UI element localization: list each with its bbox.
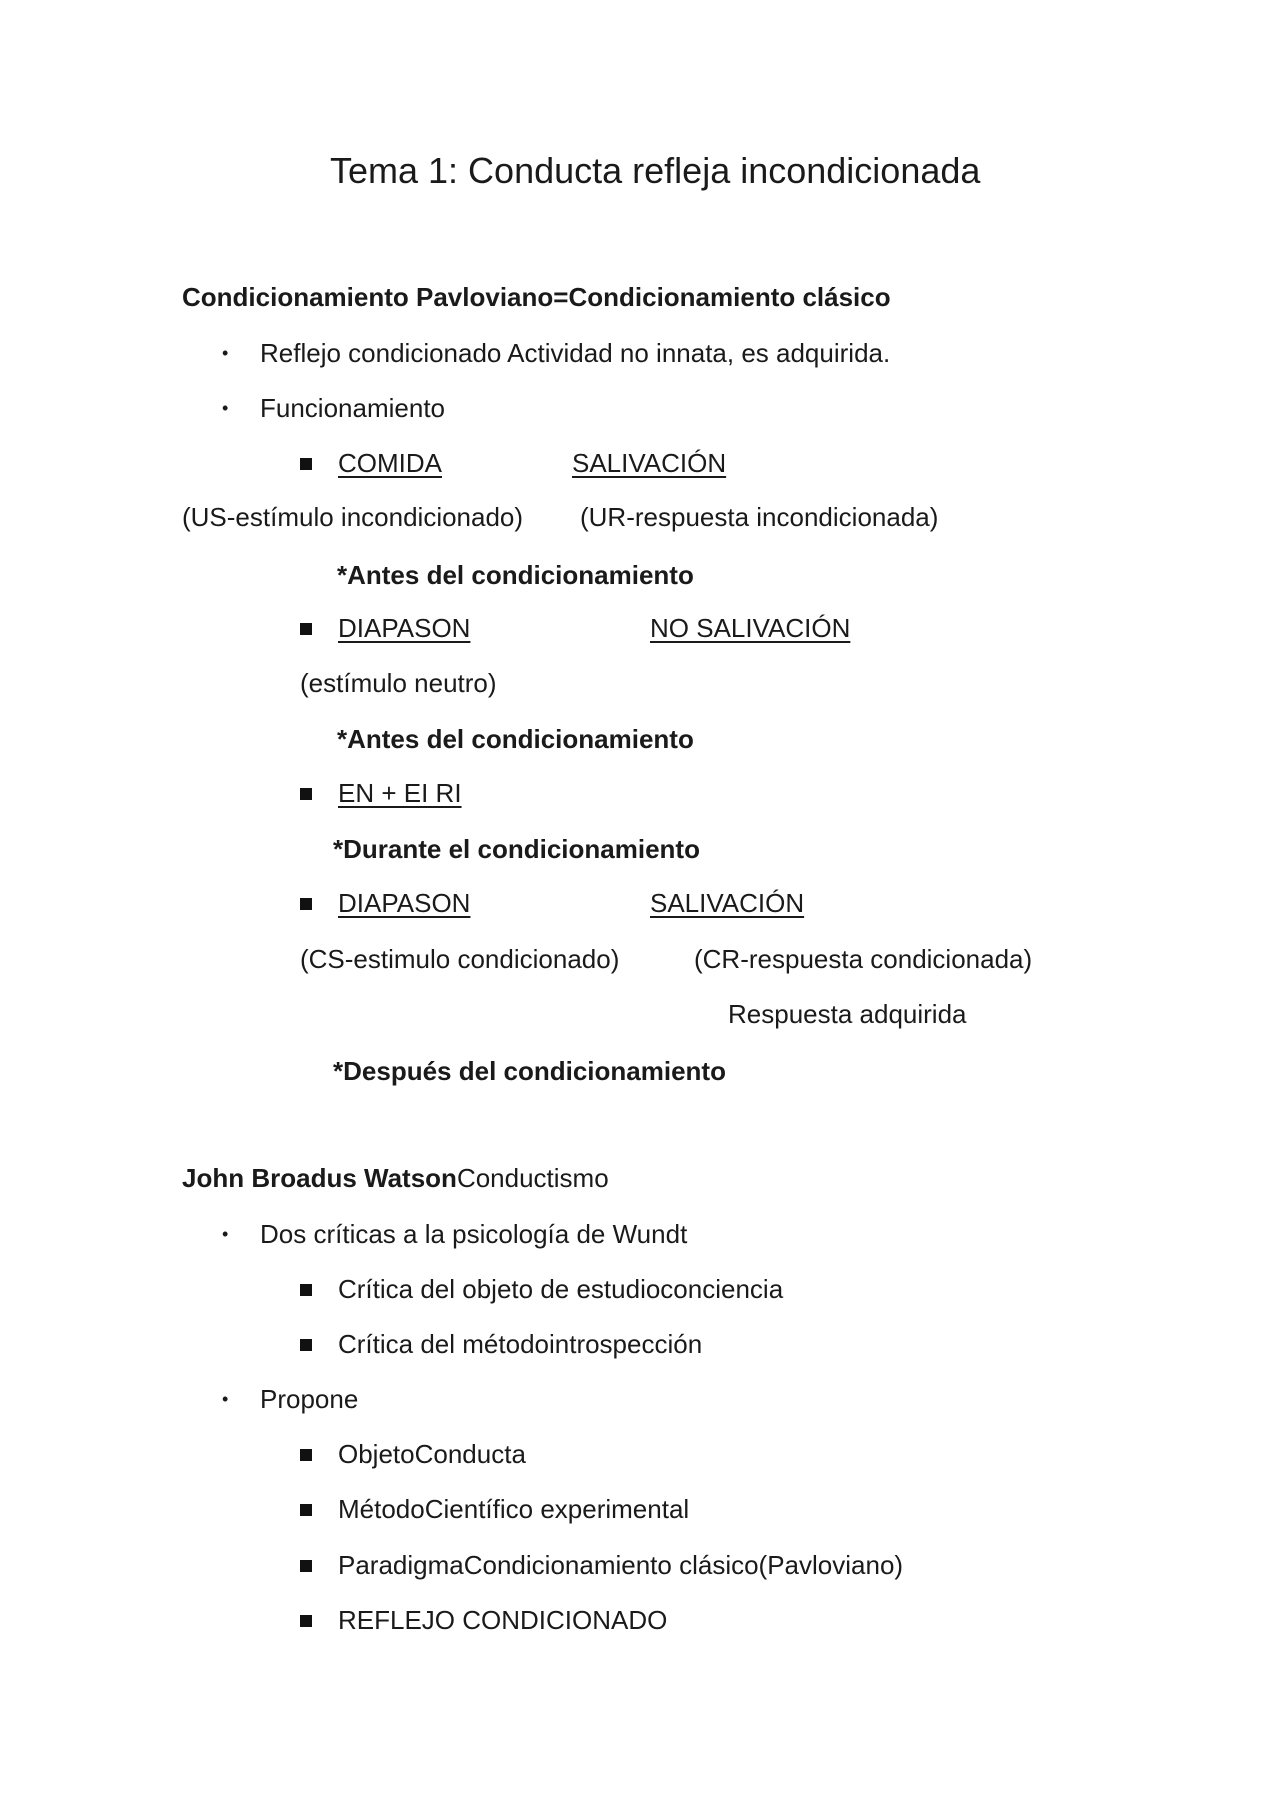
square-bullet-icon bbox=[300, 1339, 312, 1351]
propone-item: ParadigmaCondicionamiento clásico(Pavloviano) bbox=[338, 1550, 904, 1580]
bullet-propone: Propone bbox=[260, 1384, 359, 1414]
square-bullet-icon bbox=[300, 623, 312, 635]
propone-item: ObjetoConducta bbox=[338, 1439, 526, 1469]
step1-caption: *Antes del condicionamiento bbox=[337, 560, 694, 590]
bullet-criticas: Dos críticas a la psicología de Wundt bbox=[260, 1219, 688, 1249]
square-bullet-icon bbox=[300, 1449, 312, 1461]
section-heading-pavlov: Condicionamiento Pavloviano=Condicionamiento clásico bbox=[182, 282, 891, 312]
step2-stimulus-note: (estímulo neutro) bbox=[300, 668, 497, 698]
step3-caption: *Durante el condicionamiento bbox=[333, 834, 700, 864]
step3-pairing: EN + EI RI bbox=[338, 778, 462, 808]
square-bullet-icon bbox=[300, 1504, 312, 1516]
bullet-reflejo: Reflejo condicionado Actividad no innata, es adquirida. bbox=[260, 338, 891, 368]
section-heading-watson bbox=[182, 1163, 609, 1193]
page-title: Tema 1: Conducta refleja incondicionada bbox=[330, 150, 981, 191]
section-heading-watson-name: John Broadus Watson bbox=[182, 1163, 457, 1193]
step4-stimulus-note: (CS-estimulo condicionado) bbox=[300, 944, 620, 974]
step1-response-note: (UR-respuesta incondicionada) bbox=[580, 502, 939, 532]
step4-extra-note: Respuesta adquirida bbox=[728, 999, 967, 1029]
square-bullet-icon bbox=[300, 1560, 312, 1572]
bullet-dot-icon: • bbox=[222, 1224, 229, 1244]
square-bullet-icon bbox=[300, 788, 312, 800]
step1-response: SALIVACIÓN bbox=[572, 448, 727, 478]
bullet-dot-icon: • bbox=[222, 343, 229, 363]
step2-response: NO SALIVACIÓN bbox=[650, 613, 851, 643]
step1-stimulus-note: (US-estímulo incondicionado) bbox=[182, 502, 524, 532]
step4-response: SALIVACIÓN bbox=[650, 888, 805, 918]
square-bullet-icon bbox=[300, 1284, 312, 1296]
propone-item: MétodoCientífico experimental bbox=[338, 1494, 690, 1524]
step1-stimulus: COMIDA bbox=[338, 448, 442, 478]
step4-caption: *Después del condicionamiento bbox=[333, 1056, 726, 1086]
bullet-funcionamiento: Funcionamiento bbox=[260, 393, 445, 423]
step4-response-note: (CR-respuesta condicionada) bbox=[694, 944, 1033, 974]
square-bullet-icon bbox=[300, 1615, 312, 1627]
section-heading-watson-topic: Conductismo bbox=[456, 1163, 609, 1193]
step2-caption: *Antes del condicionamiento bbox=[337, 724, 694, 754]
bullet-dot-icon: • bbox=[222, 1389, 229, 1409]
step2-stimulus: DIAPASON bbox=[338, 613, 471, 643]
step4-stimulus: DIAPASON bbox=[338, 888, 471, 918]
square-bullet-icon bbox=[300, 458, 312, 470]
square-bullet-icon bbox=[300, 898, 312, 910]
critica-item: Crítica del objeto de estudioconciencia bbox=[338, 1274, 784, 1304]
propone-item: REFLEJO CONDICIONADO bbox=[338, 1605, 668, 1635]
critica-item: Crítica del métodointrospección bbox=[338, 1329, 703, 1359]
bullet-dot-icon: • bbox=[222, 398, 229, 418]
